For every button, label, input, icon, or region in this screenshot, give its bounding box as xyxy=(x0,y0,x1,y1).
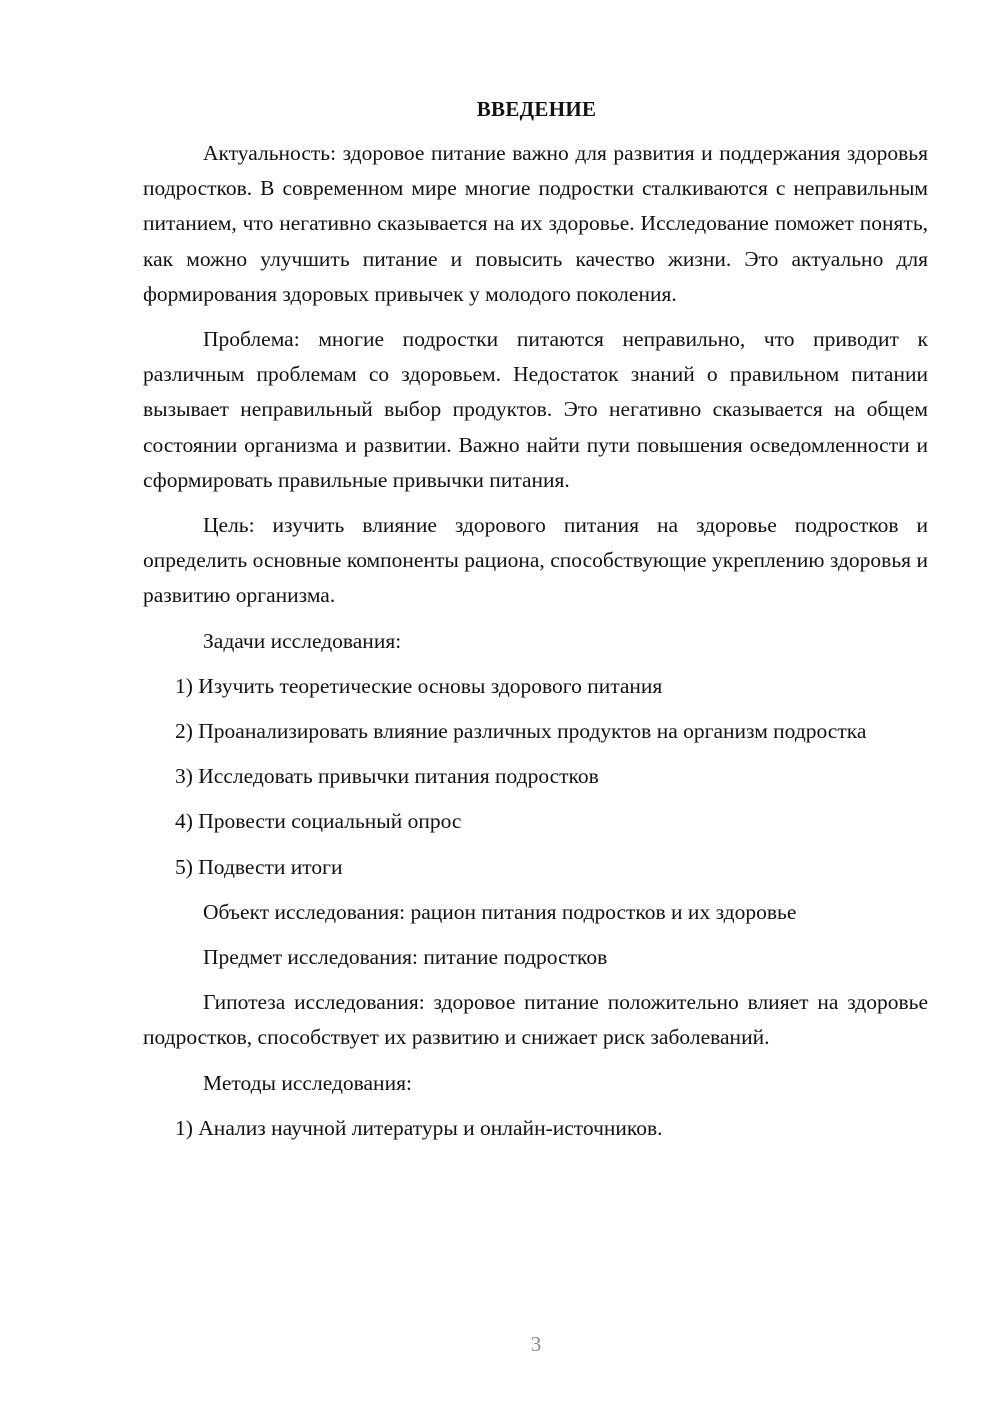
object-paragraph: Объект исследования: рацион питания подростков и их здоровье xyxy=(203,899,797,924)
relevance-paragraph: Актуальность: здоровое питание важно для развития и поддержания здоровья подростков. В современном мире многие подростки сталкиваются с неправильным питанием, что негативно сказывается на их здоровье. Исследование поможет понять, как можно улучшить питание и повысить качество жизни. Это актуально для формирования здоровых привычек у молодого поколения. xyxy=(143,141,928,306)
task-item-5: 5) Подвести итоги xyxy=(175,854,343,879)
page-number: 3 xyxy=(530,1332,542,1356)
hypothesis-paragraph: Гипотеза исследования: здоровое питание положительно влияет на здоровье подростков, способствует их развитию и снижает риск заболеваний. xyxy=(143,990,928,1050)
subject-paragraph: Предмет исследования: питание подростков xyxy=(203,945,608,970)
goal-paragraph: Цель: изучить влияние здорового питания на здоровье подростков и определить основные компоненты рациона, способствующие укреплению здоровья и развитию организма. xyxy=(143,513,928,608)
task-item-1: 1) Изучить теоретические основы здорового питания xyxy=(175,673,663,698)
problem-paragraph: Проблема: многие подростки питаются неправильно, что приводит к различным проблемам со здоровьем. Недостаток знаний о правильном питании вызывает неправильный выбор продуктов. Это негативно сказывается на общем состоянии организма и развитии. Важно найти пути повышения осведомленности и сформировать правильные привычки питания. xyxy=(143,327,928,492)
method-item-1: 1) Анализ научной литературы и онлайн-источников. xyxy=(175,1115,663,1140)
task-item-4: 4) Провести социальный опрос xyxy=(175,809,462,834)
task-item-3: 3) Исследовать привычки питания подростков xyxy=(175,764,599,789)
task-item-2: 2) Проанализировать влияние различных продуктов на организм подростка xyxy=(175,719,867,744)
tasks-heading: Задачи исследования: xyxy=(203,628,402,653)
document-page xyxy=(143,92,928,1156)
methods-heading: Методы исследования: xyxy=(203,1070,412,1095)
section-title: ВВЕДЕНИЕ xyxy=(476,97,597,121)
